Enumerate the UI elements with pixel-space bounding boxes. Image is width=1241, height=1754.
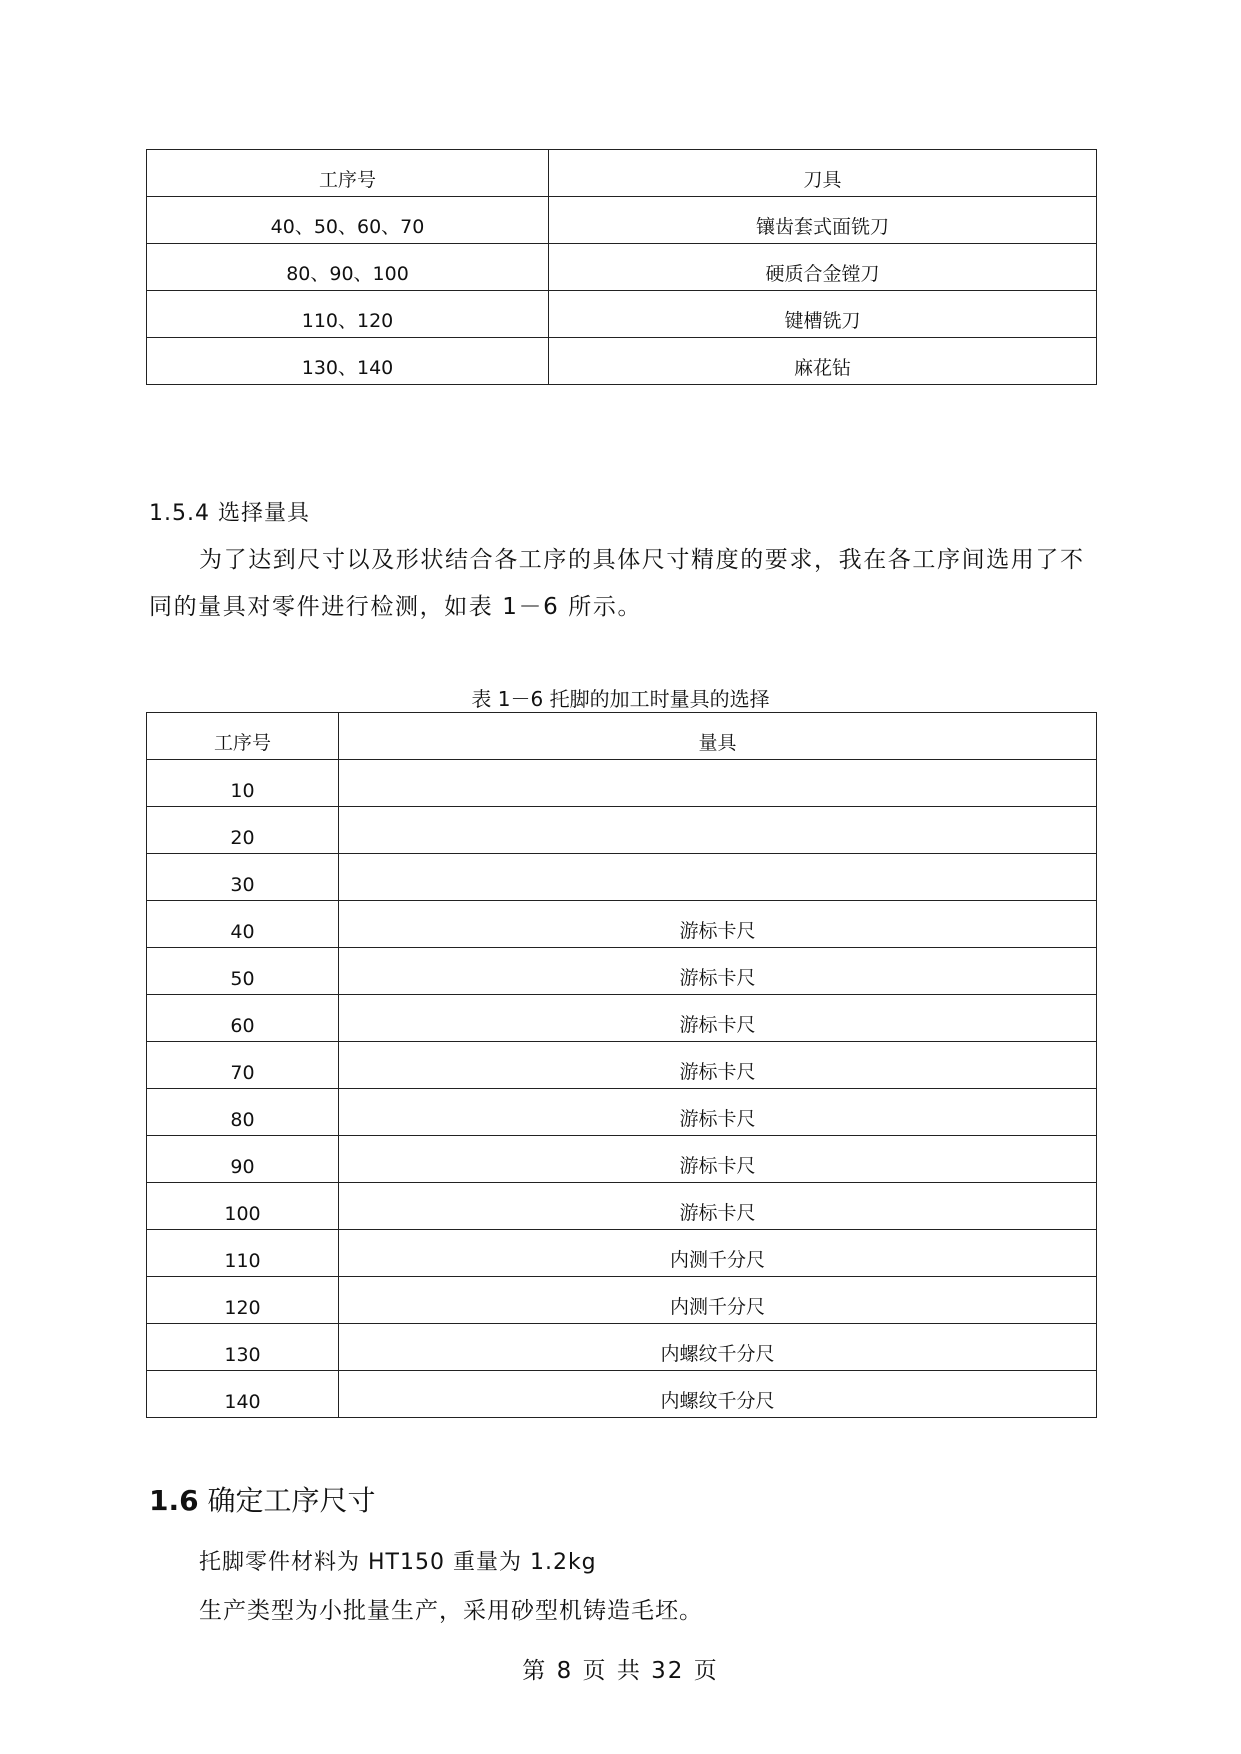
header-process-no: 工序号: [147, 150, 549, 197]
cell-process-no: 100: [147, 1183, 339, 1230]
cell-process-no: 80: [147, 1089, 339, 1136]
cell-gauge: 内测千分尺: [339, 1277, 1097, 1324]
cell-gauge: 游标卡尺: [339, 1089, 1097, 1136]
paragraph-line-2: 同的量具对零件进行检测，如表 1－6 所示。: [149, 594, 643, 620]
table-row: [147, 338, 1097, 385]
table-header-row: [147, 713, 1097, 760]
section-number: 1.6: [149, 1484, 199, 1517]
cell-process-no: 40: [147, 901, 339, 948]
cell-process-no: 60: [147, 995, 339, 1042]
header-tool: 刀具: [549, 150, 1097, 197]
table-header-row: [147, 150, 1097, 197]
cell-gauge: 内螺纹千分尺: [339, 1371, 1097, 1418]
cell-gauge: 内测千分尺: [339, 1230, 1097, 1277]
cell-gauge: [339, 760, 1097, 807]
table-row: [147, 1230, 1097, 1277]
table-row: [147, 244, 1097, 291]
table-row: [147, 197, 1097, 244]
table-row: [147, 291, 1097, 338]
table-row: [147, 901, 1097, 948]
table-caption: 表 1－6 托脚的加工时量具的选择: [471, 687, 770, 711]
gauge-table: [146, 712, 1097, 1418]
material-line: 托脚零件材料为 HT150 重量为 1.2kg: [199, 1550, 597, 1575]
cell-process-no: 110、120: [147, 291, 549, 338]
cell-tool: 镶齿套式面铣刀: [549, 197, 1097, 244]
header-process-no: 工序号: [147, 713, 339, 760]
table-row: [147, 995, 1097, 1042]
table-row: [147, 760, 1097, 807]
cell-process-no: 120: [147, 1277, 339, 1324]
cell-gauge: 游标卡尺: [339, 1136, 1097, 1183]
table-row: [147, 1277, 1097, 1324]
table-row: [147, 1089, 1097, 1136]
table-row: [147, 1136, 1097, 1183]
paragraph-line-1: 为了达到尺寸以及形状结合各工序的具体尺寸精度的要求，我在各工序间选用了不: [199, 547, 1085, 573]
cell-tool: 麻花钻: [549, 338, 1097, 385]
tools-table: [146, 149, 1097, 385]
cell-process-no: 140: [147, 1371, 339, 1418]
cell-process-no: 10: [147, 760, 339, 807]
table-row: [147, 1183, 1097, 1230]
cell-process-no: 80、90、100: [147, 244, 549, 291]
cell-gauge: [339, 807, 1097, 854]
cell-process-no: 130: [147, 1324, 339, 1371]
cell-process-no: 30: [147, 854, 339, 901]
table-row: [147, 1042, 1097, 1089]
page-footer: 第 8 页 共 32 页: [522, 1658, 719, 1684]
table-row: [147, 854, 1097, 901]
cell-process-no: 50: [147, 948, 339, 995]
cell-gauge: 游标卡尺: [339, 995, 1097, 1042]
cell-gauge: 游标卡尺: [339, 948, 1097, 995]
cell-gauge: [339, 854, 1097, 901]
cell-process-no: 130、140: [147, 338, 549, 385]
table-row: [147, 948, 1097, 995]
cell-gauge: 内螺纹千分尺: [339, 1324, 1097, 1371]
section-heading-1-5-4: 1.5.4 选择量具: [149, 501, 310, 526]
cell-process-no: 20: [147, 807, 339, 854]
header-gauge: 量具: [339, 713, 1097, 760]
production-line: 生产类型为小批量生产，采用砂型机铸造毛坯。: [199, 1598, 703, 1624]
cell-process-no: 40、50、60、70: [147, 197, 549, 244]
section-title: 确定工序尺寸: [207, 1484, 376, 1517]
cell-gauge: 游标卡尺: [339, 1042, 1097, 1089]
cell-gauge: 游标卡尺: [339, 1183, 1097, 1230]
cell-process-no: 110: [147, 1230, 339, 1277]
cell-process-no: 70: [147, 1042, 339, 1089]
table-row: [147, 1324, 1097, 1371]
cell-gauge: 游标卡尺: [339, 901, 1097, 948]
cell-tool: 硬质合金镗刀: [549, 244, 1097, 291]
section-heading-1-6: [149, 1479, 376, 1519]
table-row: [147, 807, 1097, 854]
cell-process-no: 90: [147, 1136, 339, 1183]
cell-tool: 键槽铣刀: [549, 291, 1097, 338]
table-row: [147, 1371, 1097, 1418]
